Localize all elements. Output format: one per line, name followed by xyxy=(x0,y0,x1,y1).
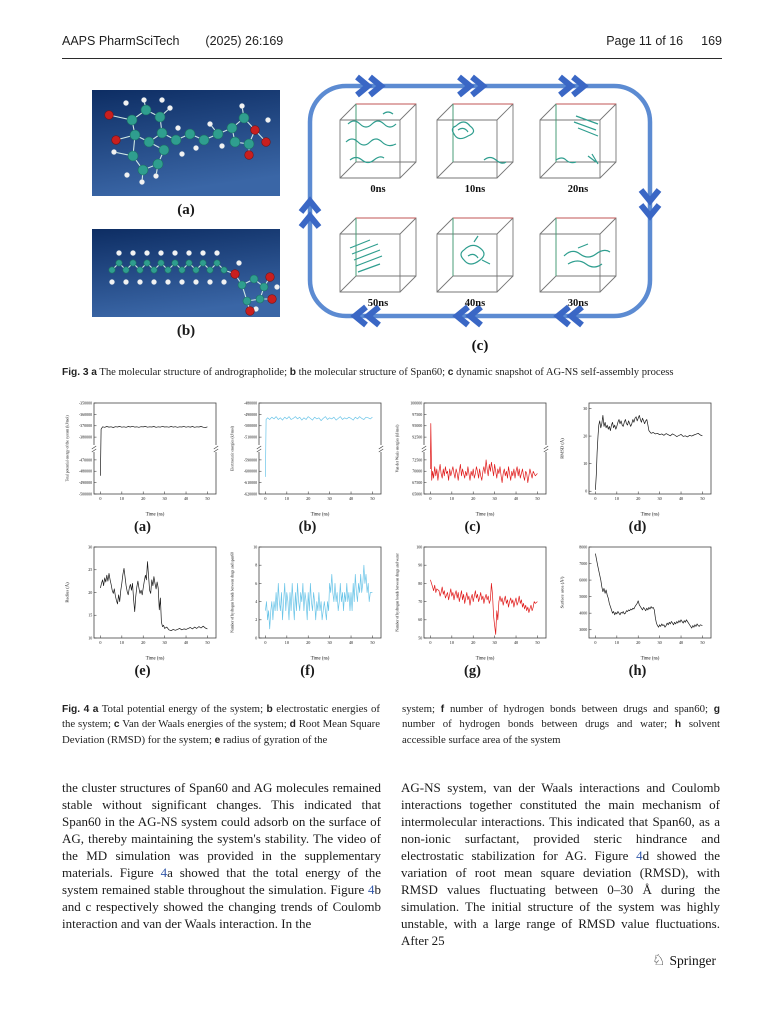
svg-text:20: 20 xyxy=(635,639,640,645)
svg-text:97500: 97500 xyxy=(411,411,422,417)
svg-text:Number of hydrogen bonds betwe: Number of hydrogen bonds between drugs and span60 xyxy=(230,552,234,633)
publisher-name: Springer xyxy=(669,953,716,968)
svg-text:40: 40 xyxy=(183,639,188,645)
snapshot-time-label: 30ns xyxy=(567,298,589,309)
chart-electrostatic-energies xyxy=(228,398,388,518)
figure4-chart-h xyxy=(555,542,720,680)
svg-text:20: 20 xyxy=(635,495,640,501)
svg-text:0: 0 xyxy=(428,495,431,501)
svg-text:-350000: -350000 xyxy=(78,400,92,406)
figure-reference-link[interactable]: 4 xyxy=(636,848,643,864)
snapshot-cubes xyxy=(340,104,616,292)
span60-structure-image xyxy=(92,229,280,317)
chart-radius-of-gyration xyxy=(63,542,223,662)
svg-text:Time (ns): Time (ns) xyxy=(145,512,164,518)
svg-text:40: 40 xyxy=(513,639,518,645)
body-column-right: AG-NS system, van der Waals interactions and Coulomb interactions together constituted the main mechanism of intermolecular interactions. This indicated that Span60, as a non-ionic surfactant, provided steric hindrance and electrostatic stabilization for AG. Figure 4d showed the variation of root mean square deviation (RMSD), with RMSD values fluctuating between 0–30 Å during the simulation. The initial structure of the system was highly unstable, with a large range of RMSD value fluctuations. After 25 xyxy=(401,780,720,949)
svg-text:10: 10 xyxy=(87,635,92,641)
svg-text:10: 10 xyxy=(449,639,454,645)
figure3-molecule-panels xyxy=(92,90,280,364)
svg-text:100000: 100000 xyxy=(409,400,422,406)
chart-rmsd xyxy=(558,398,718,518)
svg-text:-610000: -610000 xyxy=(243,480,257,486)
figure-3 xyxy=(62,64,722,364)
svg-text:50: 50 xyxy=(534,495,540,501)
snapshot-time-label: 0ns xyxy=(370,184,386,195)
svg-text:20: 20 xyxy=(87,589,92,595)
snapshot-time-label: 10ns xyxy=(464,184,486,195)
svg-text:70: 70 xyxy=(417,599,422,604)
svg-text:10: 10 xyxy=(119,495,124,501)
svg-text:8000: 8000 xyxy=(578,544,587,550)
figure3-panel-b-label: (b) xyxy=(176,323,196,339)
figure4-chart-f xyxy=(225,542,390,680)
springer-horse-icon: ♘ xyxy=(652,952,666,969)
svg-text:Radius (Å): Radius (Å) xyxy=(64,582,69,603)
svg-text:10: 10 xyxy=(119,639,124,645)
svg-text:20: 20 xyxy=(140,639,145,645)
svg-text:20: 20 xyxy=(140,495,145,501)
svg-text:Time (ns): Time (ns) xyxy=(640,656,659,662)
svg-text:30: 30 xyxy=(87,544,92,550)
article-number: 169 xyxy=(701,34,722,48)
chart-total-potential-energy xyxy=(63,398,223,518)
page-info: Page 11 of 16 xyxy=(606,34,684,48)
svg-text:30: 30 xyxy=(162,495,167,501)
body-column-left: the cluster structures of Span60 and AG molecules remained stable without significant changes. This indicated that Span60 in the AG-NS system could adsorb on the surface of AG, thereby maintaining the system's stability. The video of the MD simulation was provided in the supplementary materials. Figure 4a showed that the total energy of the system remained stable throughout the simulation. Figure 4b and c respectively showed the changing trends of Coulomb interaction and van der Waals interaction. In the xyxy=(62,780,381,932)
svg-text:20: 20 xyxy=(305,495,310,501)
chart-panel-label: (f) xyxy=(300,663,315,679)
svg-text:-500000: -500000 xyxy=(243,423,257,429)
svg-text:50: 50 xyxy=(417,635,422,641)
svg-text:0: 0 xyxy=(593,495,596,501)
svg-text:10: 10 xyxy=(284,495,289,501)
chart-panel-label: (c) xyxy=(464,519,481,535)
svg-text:65000: 65000 xyxy=(411,491,422,497)
chart-van-der-waals-energies xyxy=(393,398,553,518)
svg-text:10: 10 xyxy=(252,544,257,550)
svg-text:50: 50 xyxy=(369,639,375,645)
svg-text:-490000: -490000 xyxy=(78,480,92,486)
svg-text:-490000: -490000 xyxy=(243,411,257,417)
svg-text:0: 0 xyxy=(98,495,101,501)
svg-text:7000: 7000 xyxy=(578,560,587,566)
figure3-panel-c-label: (c) xyxy=(471,338,489,354)
svg-text:30: 30 xyxy=(492,495,497,501)
svg-text:72500: 72500 xyxy=(411,457,422,463)
journal-issue: (2025) 26:169 xyxy=(205,34,284,48)
svg-text:-600000: -600000 xyxy=(243,468,257,474)
svg-text:50: 50 xyxy=(369,495,375,501)
chart-panel-label: (e) xyxy=(134,663,151,679)
svg-text:Surface area (Å²): Surface area (Å²) xyxy=(559,576,564,609)
cycle-loop xyxy=(310,86,650,316)
svg-text:5000: 5000 xyxy=(578,594,587,600)
journal-header-left xyxy=(62,34,283,48)
figure4-caption xyxy=(62,702,720,748)
figure-4 xyxy=(60,398,720,680)
svg-text:Time (ns): Time (ns) xyxy=(310,656,329,662)
chart-panel-label: (a) xyxy=(134,519,151,535)
svg-text:0: 0 xyxy=(254,635,257,641)
svg-text:20: 20 xyxy=(470,495,475,501)
svg-text:Total potential energy of the: Total potential energy of the system (kJ/mol) xyxy=(65,415,69,482)
svg-text:0: 0 xyxy=(98,639,101,645)
svg-text:95000: 95000 xyxy=(411,423,422,429)
svg-text:67500: 67500 xyxy=(411,480,422,486)
svg-text:25: 25 xyxy=(87,567,92,573)
svg-text:6: 6 xyxy=(254,580,257,586)
svg-text:90: 90 xyxy=(417,562,422,568)
svg-text:10: 10 xyxy=(284,639,289,645)
svg-text:Van der Waals energies (kJ/mol: Van der Waals energies (kJ/mol) xyxy=(395,424,399,473)
svg-text:30: 30 xyxy=(582,405,587,411)
journal-name: AAPS PharmSciTech xyxy=(62,34,180,48)
figure4-chart-e xyxy=(60,542,225,680)
andrographolide-structure-image xyxy=(92,90,280,196)
svg-text:30: 30 xyxy=(657,639,662,645)
svg-text:-470000: -470000 xyxy=(78,457,92,463)
svg-text:20: 20 xyxy=(582,433,587,439)
svg-text:40: 40 xyxy=(678,495,683,501)
page-header xyxy=(62,34,722,48)
figure4-chart-d xyxy=(555,398,720,536)
svg-text:-480000: -480000 xyxy=(243,400,257,406)
svg-text:40: 40 xyxy=(678,639,683,645)
svg-text:RMSD (Å): RMSD (Å) xyxy=(559,438,564,459)
figure4-chart-a xyxy=(60,398,225,536)
svg-text:30: 30 xyxy=(492,639,497,645)
svg-text:0: 0 xyxy=(263,495,266,501)
svg-text:50: 50 xyxy=(204,639,210,645)
svg-text:20: 20 xyxy=(305,639,310,645)
figure3-panel-a-label: (a) xyxy=(177,202,195,218)
svg-text:4000: 4000 xyxy=(578,610,587,616)
figure3-assembly-cycle xyxy=(288,64,712,364)
svg-text:0: 0 xyxy=(593,639,596,645)
svg-text:4: 4 xyxy=(254,599,257,604)
svg-text:2: 2 xyxy=(254,617,257,623)
svg-text:50: 50 xyxy=(699,639,705,645)
svg-text:Time (ns): Time (ns) xyxy=(640,512,659,518)
chart-solvent-accessible-surface-area xyxy=(558,542,718,662)
figure3-caption: Fig. 3 a The molecular structure of andrographolide; b the molecular structure of Span60; c dynamic snapshot of AG-NS self-assembly process xyxy=(62,367,674,378)
svg-text:60: 60 xyxy=(417,617,422,623)
figure4-chart-b xyxy=(225,398,390,536)
svg-text:70000: 70000 xyxy=(411,468,422,474)
chart-panel-label: (b) xyxy=(298,519,317,535)
svg-text:40: 40 xyxy=(183,495,188,501)
chart-panel-label: (h) xyxy=(628,663,647,679)
self-assembly-cycle-image xyxy=(288,64,712,360)
svg-text:0: 0 xyxy=(428,639,431,645)
svg-text:Time (ns): Time (ns) xyxy=(475,512,494,518)
svg-text:50: 50 xyxy=(204,495,210,501)
svg-text:50: 50 xyxy=(699,495,705,501)
svg-text:-370000: -370000 xyxy=(78,423,92,429)
svg-text:-590000: -590000 xyxy=(243,457,257,463)
snapshot-time-label: 40ns xyxy=(464,298,486,309)
svg-text:15: 15 xyxy=(87,612,92,618)
header-rule xyxy=(62,58,722,59)
svg-text:3000: 3000 xyxy=(578,627,587,633)
svg-text:Time (ns): Time (ns) xyxy=(145,656,164,662)
svg-text:40: 40 xyxy=(348,639,353,645)
chart-hbonds-drugs-water xyxy=(393,542,553,662)
svg-text:30: 30 xyxy=(657,495,662,501)
svg-text:100: 100 xyxy=(415,544,422,550)
svg-text:8: 8 xyxy=(254,562,257,568)
svg-text:30: 30 xyxy=(327,495,332,501)
svg-text:30: 30 xyxy=(327,639,332,645)
snapshot-time-label: 50ns xyxy=(367,298,389,309)
svg-text:0: 0 xyxy=(263,639,266,645)
svg-text:-620000: -620000 xyxy=(243,491,257,497)
svg-text:6000: 6000 xyxy=(578,577,587,583)
svg-text:Electrostatic energies (kJ/mol: Electrostatic energies (kJ/mol) xyxy=(230,426,234,471)
svg-text:-480000: -480000 xyxy=(78,468,92,474)
journal-header-right xyxy=(606,34,722,48)
publisher-logo xyxy=(652,953,716,969)
svg-text:-360000: -360000 xyxy=(78,411,92,417)
chart-panel-label: (g) xyxy=(464,663,481,679)
svg-text:Time (ns): Time (ns) xyxy=(310,512,329,518)
svg-text:10: 10 xyxy=(614,495,619,501)
svg-text:10: 10 xyxy=(582,461,587,467)
figure4-chart-g xyxy=(390,542,555,680)
svg-text:-380000: -380000 xyxy=(78,434,92,440)
svg-text:10: 10 xyxy=(614,639,619,645)
figure-reference-link[interactable]: 4 xyxy=(160,865,168,881)
figure4-caption-right: system; f number of hydrogen bonds between drugs and span60; g number of hydrogen bonds between drugs and water; h solvent accessible surface area of the system xyxy=(402,703,721,746)
svg-text:20: 20 xyxy=(470,639,475,645)
svg-text:80: 80 xyxy=(417,580,422,586)
svg-text:50: 50 xyxy=(534,639,540,645)
svg-text:Time (ns): Time (ns) xyxy=(475,656,494,662)
chart-hbonds-drugs-span60 xyxy=(228,542,388,662)
svg-text:30: 30 xyxy=(162,639,167,645)
figure4-chart-c xyxy=(390,398,555,536)
figure4-caption-left: Fig. 4 a Total potential energy of the system; b electrostatic energies of the system; c Van der Waals energies of the system; d Root Mean Square Deviation (RMSD) for the system; e radius of gyration of the xyxy=(62,703,380,746)
svg-text:Number of hydrogen bonds betwe: Number of hydrogen bonds between drugs and water xyxy=(395,553,399,632)
svg-text:0: 0 xyxy=(584,488,587,494)
body-text xyxy=(62,779,720,949)
svg-text:40: 40 xyxy=(348,495,353,501)
svg-text:92500: 92500 xyxy=(411,434,422,440)
chart-panel-label: (d) xyxy=(628,519,647,535)
snapshot-time-label: 20ns xyxy=(567,184,589,195)
svg-text:-500000: -500000 xyxy=(78,491,92,497)
figure-reference-link[interactable]: 4 xyxy=(368,882,375,898)
svg-text:10: 10 xyxy=(449,495,454,501)
svg-text:40: 40 xyxy=(513,495,518,501)
svg-text:-510000: -510000 xyxy=(243,434,257,440)
